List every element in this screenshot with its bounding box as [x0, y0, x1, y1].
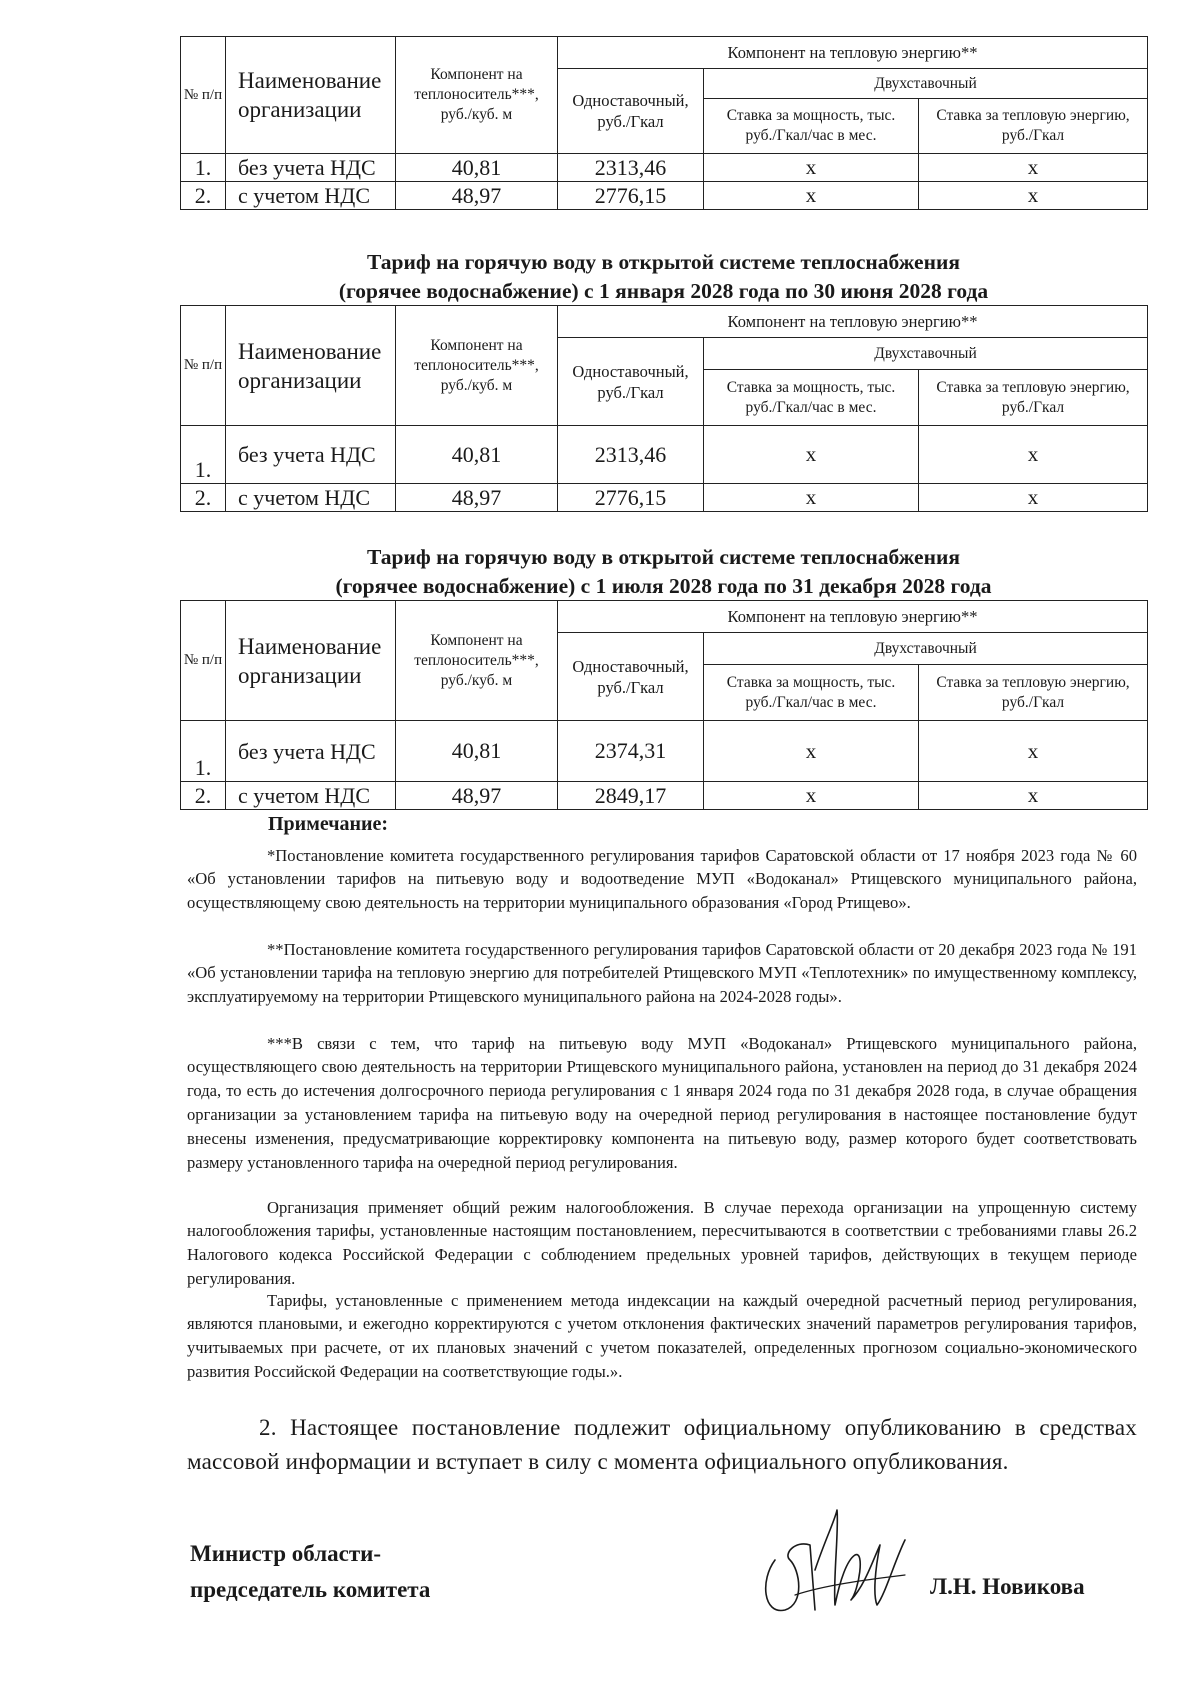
- header-energy: Ставка за тепловую энергию, руб./Гкал: [919, 99, 1148, 154]
- row-single: 2776,15: [558, 484, 704, 512]
- row-coolant: 48,97: [396, 182, 558, 210]
- header-single: Одноставочный, руб./Гкал: [558, 633, 704, 721]
- header-capacity: Ставка за мощность, тыс. руб./Гкал/час в мес.: [704, 99, 919, 154]
- row-num: 1.: [181, 154, 226, 182]
- row-coolant: 40,81: [396, 154, 558, 182]
- row-coolant: 48,97: [396, 484, 558, 512]
- row-energy: x: [919, 426, 1148, 484]
- header-num: № п/п: [181, 37, 226, 154]
- note-1: *Постановление комитета государственного регулирования тарифов Саратовской области от 17 ноября 2023 года № 60 «Об установлении тарифов на питьевую воду и водоотведение МУП «Водоканал» Ртищевского муниципального района, осуществляющему свою деятельность на территории муниципального образования «Город Ртищево».: [187, 845, 1137, 913]
- row-capacity: x: [704, 721, 919, 782]
- table-row: [181, 484, 1148, 512]
- header-capacity: Ставка за мощность, тыс. руб./Гкал/час в мес.: [704, 665, 919, 721]
- row-energy: x: [919, 484, 1148, 512]
- table-3-title: [180, 543, 1147, 601]
- header-heat: Компонент на тепловую энергию**: [558, 37, 1148, 69]
- table-row: [181, 782, 1148, 810]
- header-heat: Компонент на тепловую энергию**: [558, 601, 1148, 633]
- header-energy: Ставка за тепловую энергию, руб./Гкал: [919, 665, 1148, 721]
- row-name: с учетом НДС: [226, 484, 396, 512]
- row-name: с учетом НДС: [226, 782, 396, 810]
- note-5: Тарифы, установленные с применением метода индексации на каждый очередной расчетный период регулирования, являются плановыми, и ежегодно корректируются с учетом отклонения фактических значений параметров регулирования тарифов, учитываемых при расчете, от их плановых значений с учетом показателей, определенных прогнозом социально-экономического развития Российской Федерации на соответствующие годы.».: [187, 1290, 1137, 1381]
- row-single: 2776,15: [558, 182, 704, 210]
- row-coolant: 40,81: [396, 721, 558, 782]
- row-num: 2.: [181, 782, 226, 810]
- header-single: Одноставочный, руб./Гкал: [558, 69, 704, 154]
- row-single: 2849,17: [558, 782, 704, 810]
- notes-heading: Примечание:: [268, 813, 389, 835]
- row-num: 2.: [181, 484, 226, 512]
- row-name: с учетом НДС: [226, 182, 396, 210]
- tariff-table-3: [180, 600, 1148, 810]
- row-capacity: x: [704, 154, 919, 182]
- row-single: 2374,31: [558, 721, 704, 782]
- header-num: № п/п: [181, 601, 226, 721]
- header-coolant: Компонент на теплоноситель***, руб./куб. м: [396, 306, 558, 426]
- row-single: 2313,46: [558, 154, 704, 182]
- row-capacity: x: [704, 426, 919, 484]
- row-coolant: 48,97: [396, 782, 558, 810]
- row-capacity: x: [704, 182, 919, 210]
- row-num: 1.: [181, 721, 226, 782]
- table-2-title-line1: Тариф на горячую воду в открытой системе теплоснабжения: [366, 250, 961, 274]
- signatory-title-line1: Министр области-: [190, 1541, 382, 1566]
- table-3-title-line1: Тариф на горячую воду в открытой системе теплоснабжения: [366, 545, 961, 569]
- row-name: без учета НДС: [226, 426, 396, 484]
- header-energy: Ставка за тепловую энергию, руб./Гкал: [919, 370, 1148, 426]
- row-name: без учета НДС: [226, 721, 396, 782]
- header-coolant: Компонент на теплоноситель***, руб./куб. м: [396, 601, 558, 721]
- tariff-table-2: [180, 305, 1148, 512]
- header-heat: Компонент на тепловую энергию**: [558, 306, 1148, 338]
- table-row: [181, 426, 1148, 484]
- row-energy: x: [919, 154, 1148, 182]
- table-3-title-line2: (горячее водоснабжение) с 1 июля 2028 года по 31 декабря 2028 года: [335, 574, 992, 598]
- row-energy: x: [919, 182, 1148, 210]
- header-num: № п/п: [181, 306, 226, 426]
- tariff-table-1: [180, 36, 1148, 210]
- table-2-title-line2: (горячее водоснабжение) с 1 января 2028 года по 30 июня 2028 года: [338, 279, 989, 303]
- header-double: Двухставочный: [704, 338, 1148, 370]
- row-capacity: x: [704, 782, 919, 810]
- handwritten-signature: [755, 1500, 910, 1625]
- header-name: Наименование организации: [226, 37, 396, 154]
- row-capacity: x: [704, 484, 919, 512]
- header-double: Двухставочный: [704, 69, 1148, 99]
- table-row: [181, 182, 1148, 210]
- signatory-title-line2: председатель комитета: [190, 1577, 431, 1602]
- row-coolant: 40,81: [396, 426, 558, 484]
- header-name: Наименование организации: [226, 601, 396, 721]
- row-energy: x: [919, 721, 1148, 782]
- signatory-name: Л.Н. Новикова: [930, 1574, 1085, 1599]
- table-row: [181, 154, 1148, 182]
- row-energy: x: [919, 782, 1148, 810]
- header-double: Двухставочный: [704, 633, 1148, 665]
- table-2-title: [180, 248, 1147, 306]
- row-name: без учета НДС: [226, 154, 396, 182]
- signatory-title: [190, 1536, 430, 1608]
- clause-2: 2. Настоящее постановление подлежит официальному опубликованию в средствах массовой информации и вступает в силу с момента официального опубликования.: [187, 1415, 1137, 1474]
- row-single: 2313,46: [558, 426, 704, 484]
- header-single: Одноставочный, руб./Гкал: [558, 338, 704, 426]
- note-4: Организация применяет общий режим налогообложения. В случае перехода организации на упрощенную систему налогообложения тарифы, установленные настоящим постановлением, пересчитываются в соответствии с требованиями главы 26.2 Налогового кодекса Российской Федерации с соблюдением предельных уровней тарифов, действующих в текущем периоде регулирования.: [187, 1197, 1137, 1288]
- table-row: [181, 721, 1148, 782]
- header-capacity: Ставка за мощность, тыс. руб./Гкал/час в мес.: [704, 370, 919, 426]
- header-coolant: Компонент на теплоноситель***, руб./куб. м: [396, 37, 558, 154]
- note-3: ***В связи с тем, что тариф на питьевую воду МУП «Водоканал» Ртищевского муниципального района, осуществляющего свою деятельность на территории Ртищевского муниципального района, установлен на период до 31 декабря 2024 года, то есть до истечения долгосрочного периода регулирования с 1 января 2024 года по 31 декабря 2028 года, в случае обращения организации за установлением тарифа на питьевую воду на очередной период регулирования в настоящее постановление будут внесены изменения, предусматривающие корректировку компонента на питьевую воду, размер которого будет соответствовать размеру установленного тарифа на очередной период регулирования.: [187, 1033, 1137, 1172]
- row-num: 2.: [181, 182, 226, 210]
- row-num: 1.: [181, 426, 226, 484]
- note-2: **Постановление комитета государственного регулирования тарифов Саратовской области от 20 декабря 2023 года № 191 «Об установлении тарифа на тепловую энергию для потребителей Ртищевского МУП «Теплотехник» по имущественному комплексу, эксплуатируемому на территории Ртищевского муниципального района на 2024-2028 годы».: [187, 939, 1137, 1007]
- header-name: Наименование организации: [226, 306, 396, 426]
